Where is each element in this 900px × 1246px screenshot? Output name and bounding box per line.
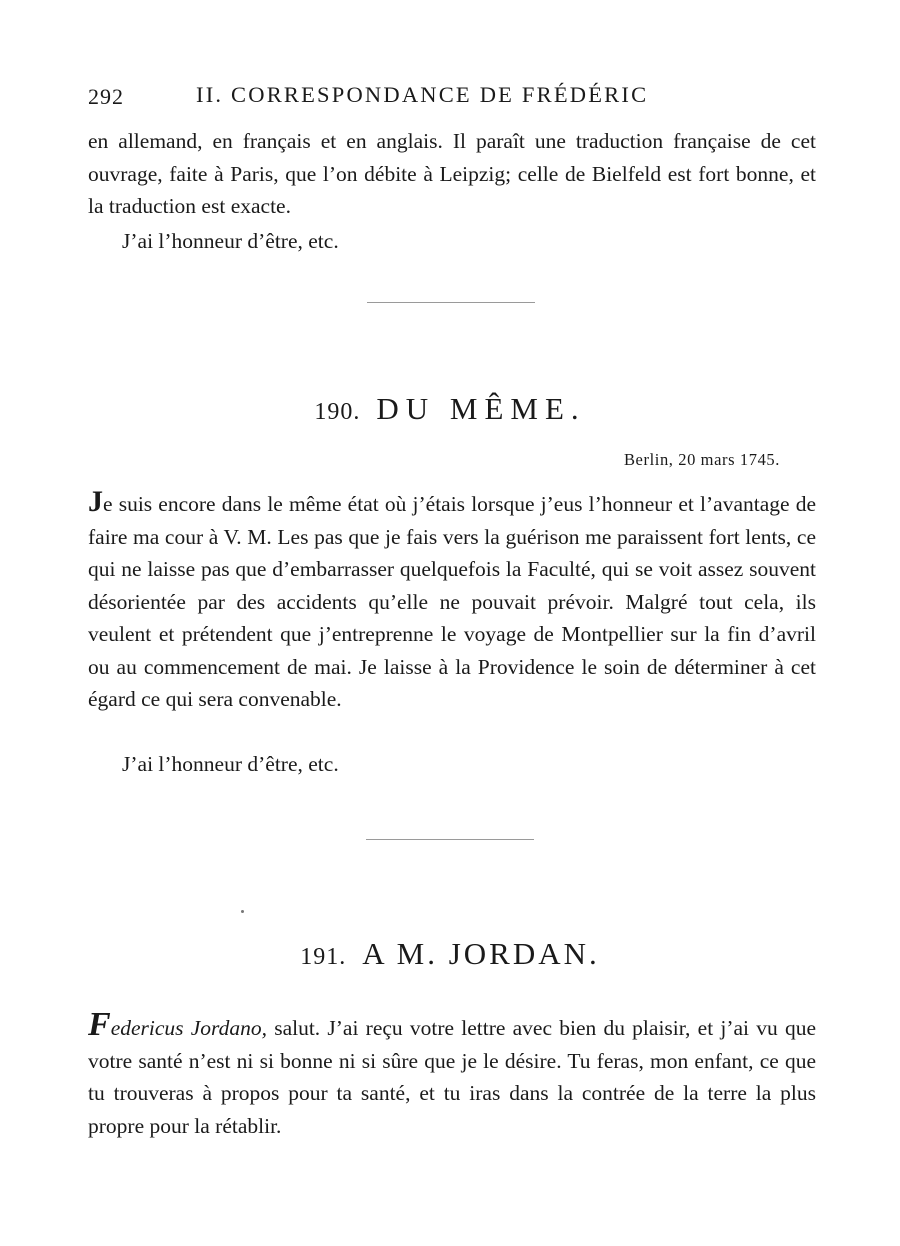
page-number: 292 xyxy=(88,84,124,109)
letter-190-title: DU MÊME. xyxy=(376,391,586,426)
letter-191-number: 191. xyxy=(300,944,347,970)
letter-190-paragraph xyxy=(88,485,816,716)
continuation-paragraph xyxy=(88,125,816,223)
letter-191-heading xyxy=(0,936,900,972)
letter-190-number: 190. xyxy=(314,399,361,425)
section-divider xyxy=(366,839,534,840)
letter-190-dateline: Berlin, 20 mars 1745. xyxy=(623,450,780,469)
letter-190-body: e suis encore dans le même état où j’étais lorsque j’eus l’honneur et l’avantage de faire ma cour à V. M. Les pas que je fais vers la guérison me paraissent fort lents, ce qui ne laisse pas que d’embarrasser quelquefois la Faculté, qui se voit assez souvent désorientée par des accidents qu’elle ne pouvait prévoir. Malgré tout cela, ils veulent et prétendent que j’entreprenne le voyage de Montpellier sur la fin d’avril ou au commencement de mai. Je laisse à la Providence le soin de déterminer à cet égard ce qui sera convenable. xyxy=(88,492,816,711)
letter-190-initial: J xyxy=(88,485,103,518)
paper-speck xyxy=(241,910,244,913)
letter-191-initial: F xyxy=(88,1006,111,1043)
continuation-closing: J’ai l’honneur d’être, etc. xyxy=(122,229,339,253)
letter-191-title: A M. JORDAN. xyxy=(362,936,600,971)
running-head xyxy=(88,80,818,114)
letter-190-closing: J’ai l’honneur d’être, etc. xyxy=(122,752,339,776)
running-title: II. CORRESPONDANCE DE FRÉDÉRIC xyxy=(196,82,649,107)
section-divider xyxy=(367,302,535,303)
letter-191-paragraph xyxy=(88,1006,817,1142)
letter-191-body: salut. J’ai reçu votre lettre avec bien du plaisir, et j’ai vu que votre santé n’est ni si bonne ni si sûre que je le désire. Tu feras, mon enfant, ce que tu trouveras à propos pour ta santé, et tu iras dans la contrée de la terre la plus propre pour la rétablir. xyxy=(88,1016,817,1138)
letter-190-heading xyxy=(0,391,900,427)
continuation-text: en allemand, en français et en anglais. Il paraît une traduction française de cet ouvrage, faite à Paris, que l’on débite à Leipzig; celle de Bielfeld est fort bonne, et la traduction est exacte. xyxy=(88,129,816,218)
letter-191-salutation: edericus Jordano, xyxy=(110,1016,267,1040)
